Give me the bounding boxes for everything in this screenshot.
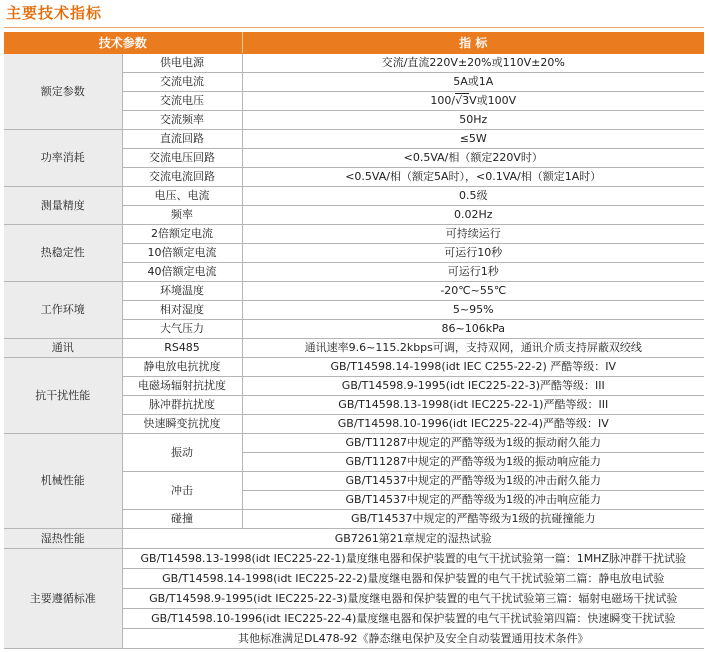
voltage-prefix: 100/: [430, 94, 456, 107]
spec-value: GB/T11287中规定的严酷等级为1级的振动响应能力: [242, 453, 704, 472]
header-spec: 指 标: [242, 33, 704, 54]
spec-value: GB/T14598.13-1998(idt IEC225-22-1)量度继电器和保护装置的电气干扰试验第一篇：1MHZ脉冲群干扰试验: [122, 549, 704, 569]
group-label-standards: 主要遵循标准: [4, 549, 122, 649]
group-label-comm: 通讯: [4, 339, 122, 358]
sub-label: 快速瞬变抗扰度: [122, 415, 242, 434]
spec-value: GB/T14598.14-1998(idt IEC225-22-2)量度继电器和保护装置的电气干扰试验第二篇：静电放电试验: [122, 569, 704, 589]
page-title: 主要技术指标: [6, 4, 103, 22]
spec-value: GB/T14537中规定的严酷等级为1级的冲击耐久能力: [242, 472, 704, 491]
spec-value: GB/T14537中规定的严酷等级为1级的抗碰撞能力: [242, 510, 704, 529]
spec-value: 0.02Hz: [242, 206, 704, 225]
spec-value: GB/T14598.10-1996(idt IEC225-22-4)严酷等级：IV: [242, 415, 704, 434]
spec-value: 5~95%: [242, 301, 704, 320]
sub-label: 脉冲群抗扰度: [122, 396, 242, 415]
spec-value: GB/T14598.13-1998(idt IEC225-22-1)严酷等级：III: [242, 396, 704, 415]
table-row: [4, 549, 704, 569]
group-label-power: 功率消耗: [4, 130, 122, 187]
sub-label: 频率: [122, 206, 242, 225]
table-row: [4, 339, 704, 358]
table-row: [4, 529, 704, 549]
sub-label: 交流电压: [122, 92, 242, 111]
group-label-rated: 额定参数: [4, 54, 122, 130]
spec-value: GB/T14598.10-1996(idt IEC225-22-4)量度继电器和保护装置的电气干扰试验第四篇：快速瞬变干扰试验: [122, 609, 704, 629]
sub-label: 交流电流: [122, 73, 242, 92]
table-row: [4, 358, 704, 377]
spec-value: 其他标准满足DL478-92《静态继电保护及安全自动装置通用技术条件》: [122, 629, 704, 649]
title-divider: [4, 27, 704, 28]
table-row: [4, 225, 704, 244]
group-label-mech: 机械性能: [4, 434, 122, 529]
sub-label: 40倍额定电流: [122, 263, 242, 282]
sub-label: RS485: [122, 339, 242, 358]
table-header-row: [4, 33, 704, 54]
group-label-emc: 抗干扰性能: [4, 358, 122, 434]
sub-label-shock: 冲击: [122, 472, 242, 510]
spec-value: 通讯速率9.6~115.2kbps可调，支持双网，通讯介质支持屏蔽双绞线: [242, 339, 704, 358]
sub-label: 2倍额定电流: [122, 225, 242, 244]
sub-label: 电压、电流: [122, 187, 242, 206]
spec-value: GB7261第21章规定的湿热试验: [122, 529, 704, 549]
sub-label: 交流频率: [122, 111, 242, 130]
sub-label: 环境温度: [122, 282, 242, 301]
spec-value: 86~106kPa: [242, 320, 704, 339]
header-param: 技术参数: [4, 33, 242, 54]
sub-label: 大气压力: [122, 320, 242, 339]
sub-label-bump: 碰撞: [122, 510, 242, 529]
spec-value: 0.5级: [242, 187, 704, 206]
sub-label: 10倍额定电流: [122, 244, 242, 263]
spec-value: [242, 92, 704, 111]
sub-label: 电磁场辐射抗扰度: [122, 377, 242, 396]
spec-value: 可持续运行: [242, 225, 704, 244]
spec-value: <0.5VA/相（额定220V时）: [242, 149, 704, 168]
table-row: [4, 187, 704, 206]
table-row: [4, 54, 704, 73]
sub-label: 直流回路: [122, 130, 242, 149]
sub-label: 交流电流回路: [122, 168, 242, 187]
spec-value: -20℃~55℃: [242, 282, 704, 301]
spec-table: [4, 32, 704, 649]
table-row: [4, 434, 704, 453]
spec-value: GB/T14598.14-1998(idt IEC C255-22-2) 严酷等级：IV: [242, 358, 704, 377]
table-row: [4, 130, 704, 149]
sqrt3-symbol: √3: [455, 94, 470, 107]
sub-label-vibration: 振动: [122, 434, 242, 472]
group-label-thermal: 热稳定性: [4, 225, 122, 282]
spec-value: 可运行10秒: [242, 244, 704, 263]
spec-value: 5A或1A: [242, 73, 704, 92]
spec-value: 交流/直流220V±20%或110V±20%: [242, 54, 704, 73]
group-label-env: 工作环境: [4, 282, 122, 339]
table-row: [4, 282, 704, 301]
spec-value: <0.5VA/相（额定5A时），<0.1VA/相（额定1A时）: [242, 168, 704, 187]
spec-value: GB/T11287中规定的严酷等级为1级的振动耐久能力: [242, 434, 704, 453]
sub-label: 相对湿度: [122, 301, 242, 320]
spec-value: GB/T14598.9-1995(idt IEC225-22-3)量度继电器和保护装置的电气干扰试验第三篇：辐射电磁场干扰试验: [122, 589, 704, 609]
spec-value: ≤5W: [242, 130, 704, 149]
spec-value: 可运行1秒: [242, 263, 704, 282]
voltage-suffix: V或100V: [469, 94, 517, 107]
group-label-accuracy: 测量精度: [4, 187, 122, 225]
sub-label: 供电电源: [122, 54, 242, 73]
spec-value: 50Hz: [242, 111, 704, 130]
sub-label: 静电放电抗扰度: [122, 358, 242, 377]
spec-value: GB/T14537中规定的严酷等级为1级的冲击响应能力: [242, 491, 704, 510]
sub-label: 交流电压回路: [122, 149, 242, 168]
group-label-damp: 湿热性能: [4, 529, 122, 549]
spec-value: GB/T14598.9-1995(idt IEC225-22-3)严酷等级：III: [242, 377, 704, 396]
